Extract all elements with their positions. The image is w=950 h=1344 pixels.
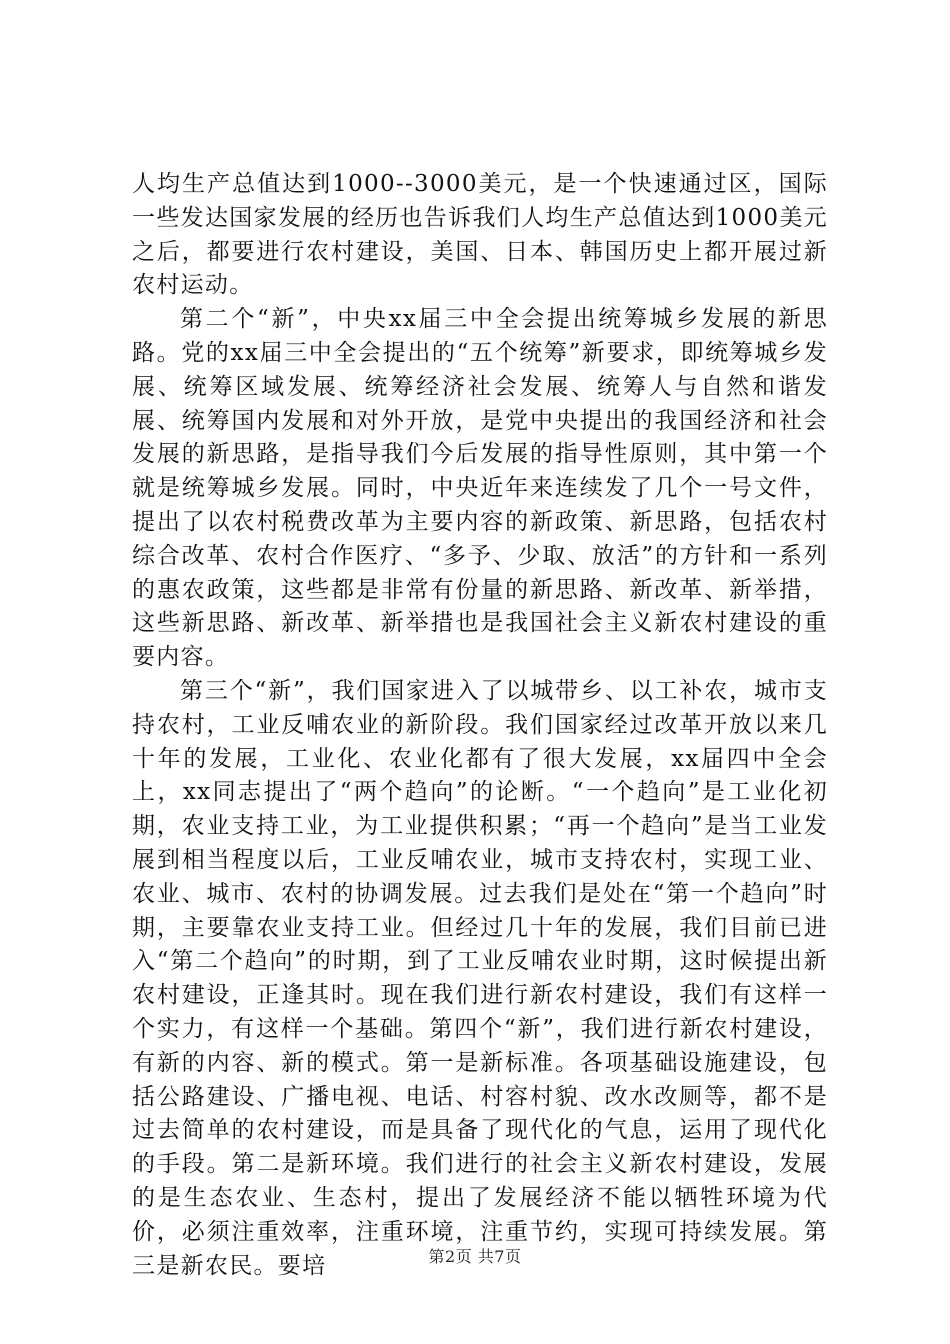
page-number-footer: 第2页 共7页 <box>428 1247 522 1266</box>
paragraph-2: 第二个“新”，中央xx届三中全会提出统筹城乡发展的新思路。党的xx届三中全会提出的“五个统筹”新要求，即统筹城乡发展、统筹区域发展、统筹经济社会发展、统筹人与自然和谐发展、统筹国内发展和对外开放，是党中央提出的我国经济和社会发展的新思路，是指导我们今后发展的指导性原则，其中第一个就是统筹城乡发展。同时，中央近年来连续发了几个一号文件，提出了以农村税费改革为主要内容的新政策、新思路，包括农村综合改革、农村合作医疗、“多予、少取、放活”的方针和一系列的惠农政策，这些都是非常有份量的新思路、新改革、新举措，这些新思路、新改革、新举措也是我国社会主义新农村建设的重要内容。 <box>132 306 828 671</box>
body-text <box>132 168 828 1283</box>
paragraph-3: 第三个“新”，我们国家进入了以城带乡、以工补农，城市支持农村，工业反哺农业的新阶段。我们国家经过改革开放以来几十年的发展，工业化、农业化都有了很大发展，xx届四中全会上，xx同志提出了“两个趋向”的论断。“一个趋向”是工业化初期，农业支持工业，为工业提供积累；“再一个趋向”是当工业发展到相当程度以后，工业反哺农业，城市支持农村，实现工业、农业、城市、农村的协调发展。过去我们是处在“第一个趋向”时期，主要靠农业支持工业。但经过几十年的发展，我们目前已进入“第二个趋向”的时期，到了工业反哺农业时期，这时候提出新农村建设，正逢其时。现在我们进行新农村建设，我们有这样一个实力，有这样一个基础。第四个“新”，我们进行新农村建设，有新的内容、新的模式。第一是新标准。各项基础设施建设，包括公路建设、广播电视、电话、村容村貌、改水改厕等，都不是过去简单的农村建设，而是具备了现代化的气息，运用了现代化的手段。第二是新环境。我们进行的社会主义新农村建设，发展的是生态农业、生态村，提出了发展经济不能以牺牲环境为代价，必须注重效率，注重环境，注重节约，实现可持续发展。第三是新农民。要培 <box>132 677 828 1279</box>
paragraph-1: 人均生产总值达到1000--3000美元，是一个快速通过区，国际一些发达国家发展的经历也告诉我们人均生产总值达到1000美元之后，都要进行农村建设，美国、日本、韩国历史上都开展过新农村运动。 <box>132 171 828 299</box>
